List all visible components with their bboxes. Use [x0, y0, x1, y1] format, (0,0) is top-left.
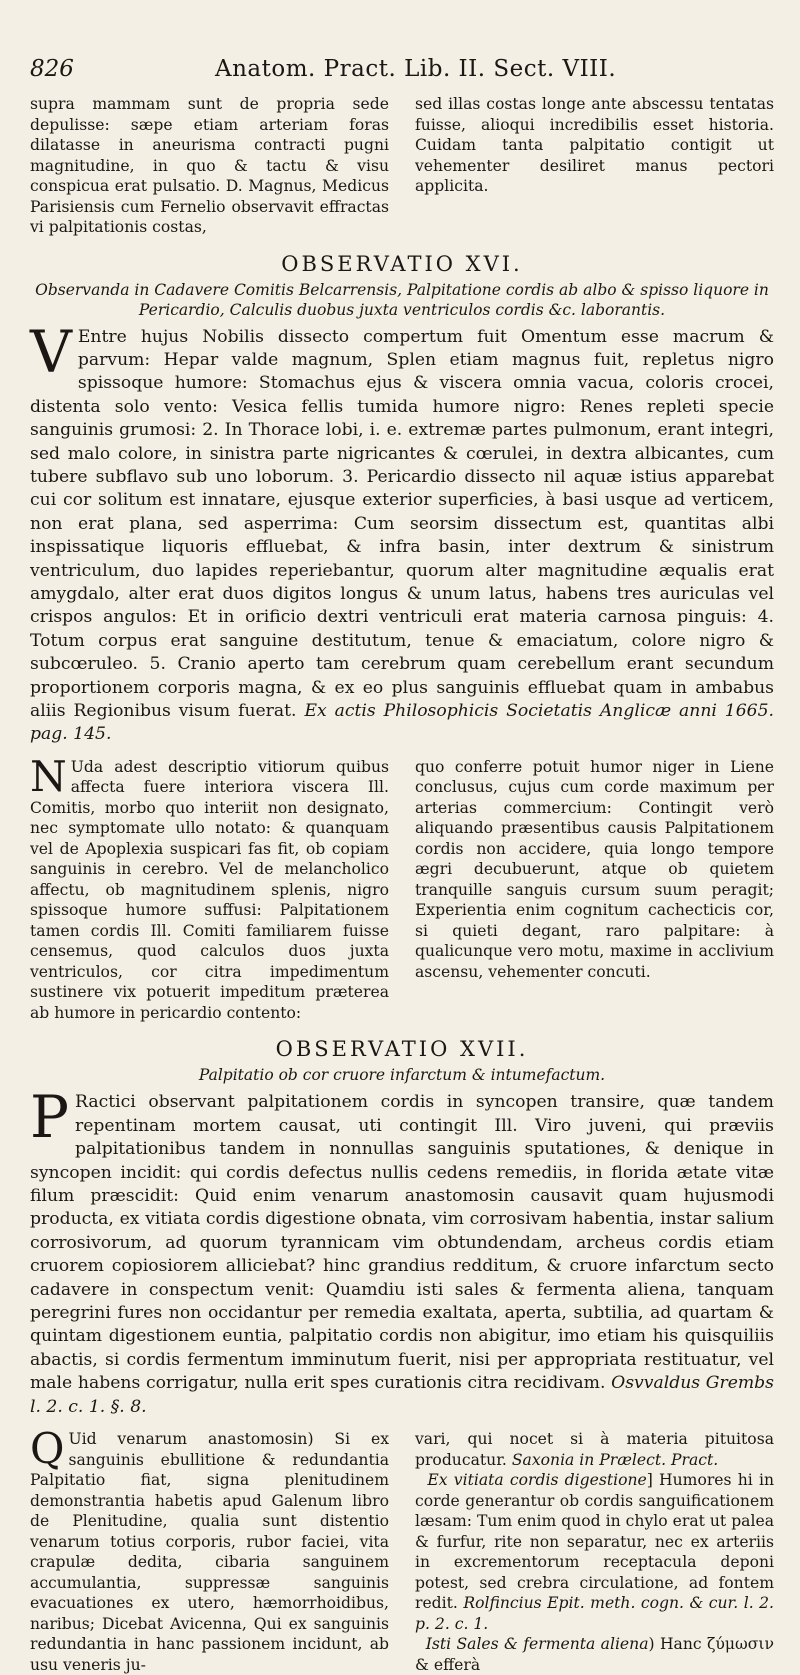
top-right-column: sed illas costas longe ante abscessu tentatas fuisse, alioqui incredibilis esset historia. Cuidam tanta palpitatio contigit ut vehementer desiliret manus pectori applicita. [415, 95, 774, 195]
scholion-16 [30, 751, 774, 1024]
observation-17-subheading: Palpitatio ob cor cruore infarctum & intumefactum. [198, 1066, 606, 1085]
observation-17-citation: Osvvaldus Grembs l. 2. c. 1. §. 8. [30, 1373, 775, 1417]
page-number: 826 [30, 56, 74, 82]
scholion-17-right-1: vari, qui nocet si à materia pituitosa producatur. Saxonia in Prælect. Pract. [415, 1430, 774, 1469]
scholion-17-right-3: Isti Sales & fermenta aliena) Hanc ζύμωσιν & efferà [415, 1635, 774, 1674]
scholion-16-right: quo conferre potuit humor niger in Liene conclusus, cujus cum corde maximum per arterias commercium: Contingit verò aliquando præsentibus causis Palpitationem cordis non accidere, quia longo tempore ægri decubuerunt, atque ob quietem tranquille sanguis cursum suum peragit; Experientia enim cognitum cachecticis cor, si quieti degant, raro palpitare: à qualicunque vero motu, maxime in acclivium ascensu, vehementer concuti. [415, 757, 774, 981]
observation-16-dropcap: V [30, 317, 72, 386]
observation-17-text: Ractici observant palpitationem cordis in syncopen transire, quæ tandem repentinam mortem causat, uti contingit Ill. Viro juveni, qui præviis palpitationibus tandem in nonnullas sanguinis sputationes, & denique in syncopen incidit: qui cordis defectus nullis cedens remediis, in florida ætate vitæ filum præscidit: Quid enim venarum anastomosin causavit quam hujusmodi producta, ex vitiata cordis digestione obnata, vim corrosivam habentia, instar salium corrosivorum, ad quorum tyrannicam vim obtundendam, archeus cordis etiam cruorem copiosiorem alliciebat? hinc grandius redditum, & cruore infarctum secto cadavere in conspectum venit: Quamdiu isti sales & fermenta aliena, tanquam peregrini fures non occidantur per remedia exaltata, aperta, subtilia, ad quartam & quintam digestionem euntia, palpitatio cordis non abigitur, imo etiam his quisquiliis abactis, si cordis fermentum imminutum fuerit, nisi per appropriata restituatur, vel male habens corrigatur, nulla erit spes curationis citra recidivam. [30, 1092, 774, 1394]
top-continuation [30, 94, 774, 238]
scholion-16-dropcap: N [30, 751, 67, 801]
observation-16-heading: OBSERVATIO XVI. [281, 251, 523, 276]
scholion-17-cite-saxonia: Saxonia in Prælect. Pract. [511, 1450, 719, 1469]
observation-17-heading: OBSERVATIO XVII. [275, 1037, 529, 1062]
scholion-17-left [30, 1424, 389, 1675]
observation-17-dropcap: P [30, 1083, 70, 1152]
scholion-17-lemma-sales: Isti Sales & fermenta aliena [425, 1635, 649, 1653]
observation-16-text: Entre hujus Nobilis dissecto compertum fuit Omentum esse macrum & parvum: Hepar valde magnum, Splen etiam magnus fuit, repletus nigro spissoque humore: Stomachus ejus & viscera omnia vacua, coloris crocei, distenta solo vento: Vesica fellis tumida humore nigro: Renes repleti specie sanguinis grumosi: 2. In Thorace lobi, i. e. extremæ partes pulmonum, erant integri, sed malo colore, in sinistra parte nigricantes & cœrulei, in dextra albicantes, cum tubere subflavo sub uno loborum. 3. Pericardio dissecto nil aquæ istius apparebat cui cor solitum est innatare, ejusque exterior superficies, à basi usque ad verticem, non erat plana, sed asperrima: Cum seorsim dissectum est, quantitas albi inspissatique liquoris effluebat, & infra basin, inter dextrum & sinistrum ventriculum, duo lapides reperiebantur, quorum alter magnitudine æqualis erat amygdalo, alter erat duos digitos longus & unum latus, habens tres auriculas vel crispos angulos: Et in orificio dextri ventriculi erat materia carnosa pinguis: 4. Totum corpus erat sanguine destitutum, tenue & emaciatum, colore nigro & subcœruleo. 5. Cranio aperto tam cerebrum quam cerebellum erant secundum proportionem corporis magna, & ex eo plus sanguinis effluebat quam in ambabus aliis Regionibus visum fuerat. [30, 326, 774, 721]
top-left-column: supra mammam sunt de propria sede depulisse: sæpe etiam arteriam foras dilatasse in aneurisma contracti pugni magnitudine, in quo & tactu & visu conspicua erat pulsatio. D. Magnus, Medicus Parisiensis cum Fernelio observavit effractas vi palpitationis costas, [30, 95, 389, 236]
scholion-16-left-text: Uda adest descriptio vitiorum quibus affecta fuere interiora viscera Ill. Comitis, morbo quo interiit non designato, nec symptomate ullo notato: & quanquam vel de Apoplexia suspicari fas fit, ob copiam sanguinis in cerebro. Vel de melancholico affectu, ob magnitudinem splenis, nigro spissoque humore suffusi: Palpitationem tamen cordis Ill. Comiti familiarem fuisse censemus, quod calculos duos juxta ventriculos, cor citra impedimentum sustinere vix potuerit impeditum præterea ab humore in pericardio contento: [30, 757, 389, 1022]
observation-16-citation: Ex actis Philosophicis Societatis Anglicæ anni 1665. pag. 145. [30, 701, 774, 745]
scholion-17 [30, 1424, 774, 1675]
scholion-17-dropcap: Q [30, 1424, 65, 1473]
scholion-17-left-text: Uid venarum anastomosin) Si ex sanguinis ebullitione & redundantia Palpitatio fiat, signa plenitudinem demonstrantia habetis apud Galenum libro de Plenitudine, qualia sunt distentio venarum totius corporis, rubor faciei, vita crapulæ dedita, cibaria sanguinem accumulantia, suppressæ sanguinis evacuationes ex utero, hæmorrhoidibus, naribus; Dicebat Avicenna, Qui ex sanguinis redundantia in hanc passionem incidunt, ab usu veneris ju- [30, 1430, 389, 1674]
scholion-17-right-2: Ex vitiata cordis digestione] Humores hi in corde generantur ob cordis sanguificationem læsam: Tum enim quod in chylo erat ut palea & furfur, rite non separatur, nec ex arteriis in excrementorum receptacula deponi potest, sed crebra circulatione, ad fontem redit. Rolfincius Epit. meth. cogn. & cur. l. 2. p. 2. c. 1. [415, 1471, 774, 1633]
observation-16-body [30, 317, 774, 747]
running-title: Anatom. Pract. Lib. II. Sect. VIII. [215, 56, 617, 82]
observation-17-body [30, 1083, 775, 1419]
scholion-17-lemma-digestione: Ex vitiata cordis digestione [427, 1471, 647, 1489]
scholion-16-left [30, 751, 389, 1024]
scholion-17-cite-rolfincius: Rolfincius Epit. meth. cogn. & cur. l. 2. p. 2. c. 1. [415, 1594, 774, 1633]
observation-16-subheading: Observanda in Cadavere Comitis Belcarrensis, Palpitatione cordis ab albo & spisso liquore in Pericardio, Calculis duobus juxta ventriculos cordis &c. laborantis. [35, 280, 769, 319]
running-head [30, 56, 774, 94]
